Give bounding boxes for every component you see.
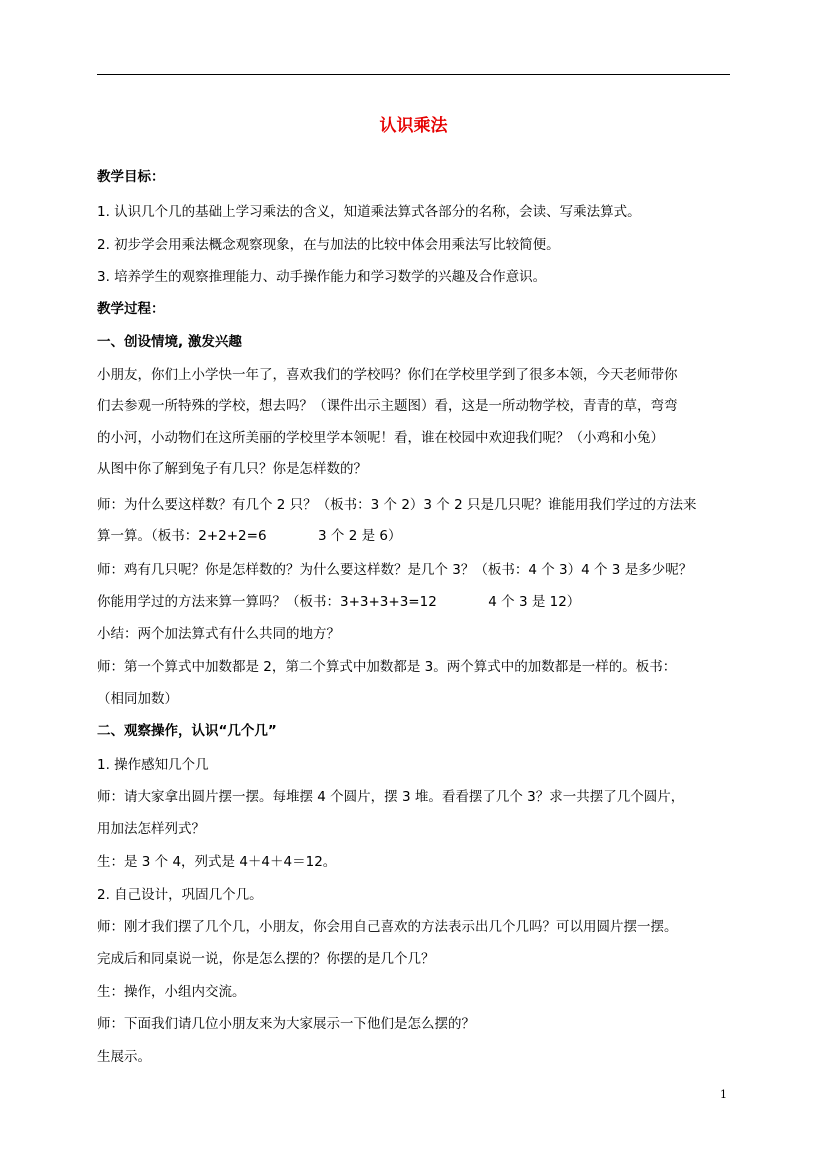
paragraph-line: 生：操作，小组内交流。 — [97, 984, 246, 1000]
objective-2: 2. 初步学会用乘法概念观察现象，在与加法的比较中体会用乘法写比较简便。 — [97, 237, 560, 253]
paragraph-line: 完成后和同桌说一说，你是怎么摆的？你摆的是几个几？ — [97, 951, 435, 967]
paragraph-line: 们去参观一所特殊的学校，想去吗？（课件出示主题图）看，这是一所动物学校，青青的草，弯弯 — [97, 398, 678, 414]
paragraph-line: 师：为什么要这样数？有几个 2 只？（板书：3 个 2）3 个 2 只是几只呢？谁能用我们学过的方法来 — [97, 497, 697, 513]
paragraph-line: 算一算。（板书：2+2+2=6 3 个 2 是 6） — [97, 528, 402, 544]
paragraph-line: 师：第一个算式中加数都是 2，第二个算式中加数都是 3。两个算式中的加数都是一样的。板书： — [97, 659, 677, 675]
subsection-heading-1: 一、创设情境, 激发兴趣 — [97, 334, 242, 350]
paragraph-line: 师：刚才我们摆了几个几，小朋友，你会用自己喜欢的方法表示出几个几吗？可以用圆片摆一摆。 — [97, 919, 678, 935]
paragraph-line: 师：请大家拿出圆片摆一摆。每堆摆 4 个圆片，摆 3 堆。看看摆了几个 3？求一共摆了几个圆片， — [97, 789, 685, 805]
section-heading-objectives: 教学目标： — [97, 169, 165, 185]
objective-1: 1. 认识几个几的基础上学习乘法的含义，知道乘法算式各部分的名称，会读、写乘法算式。 — [97, 204, 641, 220]
paragraph-line: 师：鸡有几只呢？你是怎样数的？为什么要这样数？是几个 3？（板书：4 个 3）4 个 3 是多少呢？ — [97, 562, 693, 578]
paragraph-line: 你能用学过的方法来算一算吗？（板书：3+3+3+3=12 4 个 3 是 12） — [97, 594, 581, 610]
paragraph-line: 小结：两个加法算式有什么共同的地方？ — [97, 626, 340, 642]
page-number: 1 — [720, 1088, 727, 1101]
objective-3: 3. 培养学生的观察推理能力、动手操作能力和学习数学的兴趣及合作意识。 — [97, 269, 547, 285]
paragraph-line: 的小河，小动物们在这所美丽的学校里学本领呢！看，谁在校园中欢迎我们呢？（小鸡和小兔） — [97, 430, 664, 446]
paragraph-line: 从图中你了解到兔子有几只？你是怎样数的？ — [97, 461, 367, 477]
paragraph-line: 2. 自己设计，巩固几个几。 — [97, 887, 263, 903]
paragraph-line: 师：下面我们请几位小朋友来为大家展示一下他们是怎么摆的？ — [97, 1016, 475, 1032]
paragraph-line: 1. 操作感知几个几 — [97, 757, 209, 773]
paragraph-line: （相同加数） — [97, 691, 178, 707]
paragraph-line: 用加法怎样列式？ — [97, 821, 205, 837]
subsection-heading-2: 二、观察操作，认识“几个几” — [97, 723, 277, 739]
document-title: 认识乘法 — [379, 116, 448, 136]
header-rule — [97, 74, 730, 75]
paragraph-line: 生展示。 — [97, 1049, 151, 1065]
paragraph-line: 小朋友，你们上小学快一年了，喜欢我们的学校吗？你们在学校里学到了很多本领，今天老师带你 — [97, 367, 678, 383]
paragraph-line: 生：是 3 个 4，列式是 4＋4＋4＝12。 — [97, 854, 337, 870]
section-heading-process: 教学过程： — [97, 301, 165, 317]
